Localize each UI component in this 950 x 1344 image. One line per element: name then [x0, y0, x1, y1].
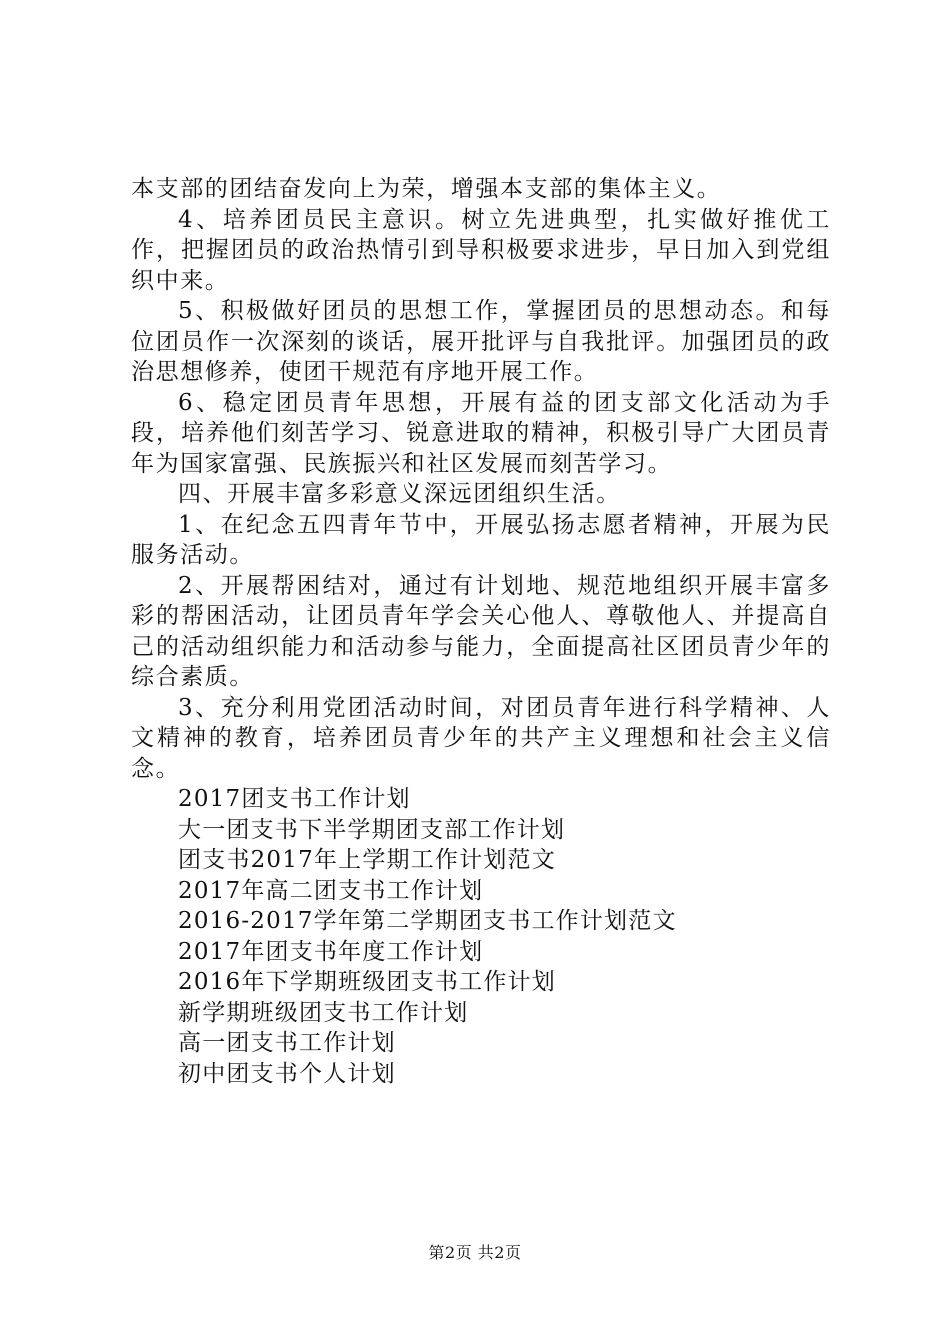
paragraph-activity-3: 3、充分利用党团活动时间，对团员青年进行科学精神、人文精神的教育，培养团员青少年的共产主义理想和社会主义信念。 [131, 694, 831, 782]
paragraph-item-4: 4、培养团员民主意识。树立先进典型，扎实做好推优工作，把握团员的政治热情引到导积极要求进步，早日加入到党组织中来。 [131, 206, 831, 294]
related-link[interactable]: 新学期班级团支书工作计划 [178, 999, 469, 1026]
related-link[interactable]: 2016-2017学年第二学期团支书工作计划范文 [178, 908, 677, 934]
section-heading-4: 四、开展丰富多彩意义深远团组织生活。 [178, 481, 621, 507]
document-body [131, 174, 831, 1089]
paragraph-activity-2: 2、开展帮困结对，通过有计划地、规范地组织开展丰富多彩的帮困活动，让团员青年学会关心他人、尊敬他人、并提高自己的活动组织能力和活动参与能力，全面提高社区团员青少年的综合素质。 [131, 572, 831, 690]
related-link[interactable]: 初中团支书个人计划 [178, 1060, 396, 1087]
related-link[interactable]: 2017年高二团支书工作计划 [178, 877, 484, 904]
related-link[interactable]: 团支书2017年上学期工作计划范文 [178, 847, 556, 873]
related-link[interactable]: 2017团支书工作计划 [178, 786, 411, 812]
related-link[interactable]: 2017年团支书年度工作计划 [178, 938, 484, 965]
page-number-footer: 第2页 共2页 [428, 1243, 522, 1262]
paragraph-continuation: 本支部的团结奋发向上为荣，增强本支部的集体主义。 [131, 176, 722, 202]
related-links-list [131, 784, 831, 1089]
related-link[interactable]: 高一团支书工作计划 [178, 1030, 396, 1056]
related-link[interactable]: 大一团支书下半学期团支部工作计划 [178, 816, 566, 843]
paragraph-activity-1: 1、在纪念五四青年节中，开展弘扬志愿者精神，开展为民服务活动。 [131, 511, 831, 568]
related-link[interactable]: 2016年下学期班级团支书工作计划 [178, 969, 556, 995]
paragraph-item-5: 5、积极做好团员的思想工作，掌握团员的思想动态。和每位团员作一次深刻的谈话，展开批评与自我批评。加强团员的政治思想修养，使团干规范有序地开展工作。 [131, 298, 831, 385]
paragraph-item-6: 6、稳定团员青年思想，开展有益的团支部文化活动为手段，培养他们刻苦学习、锐意进取的精神，积极引导广大团员青年为国家富强、民族振兴和社区发展而刻苦学习。 [131, 389, 831, 477]
